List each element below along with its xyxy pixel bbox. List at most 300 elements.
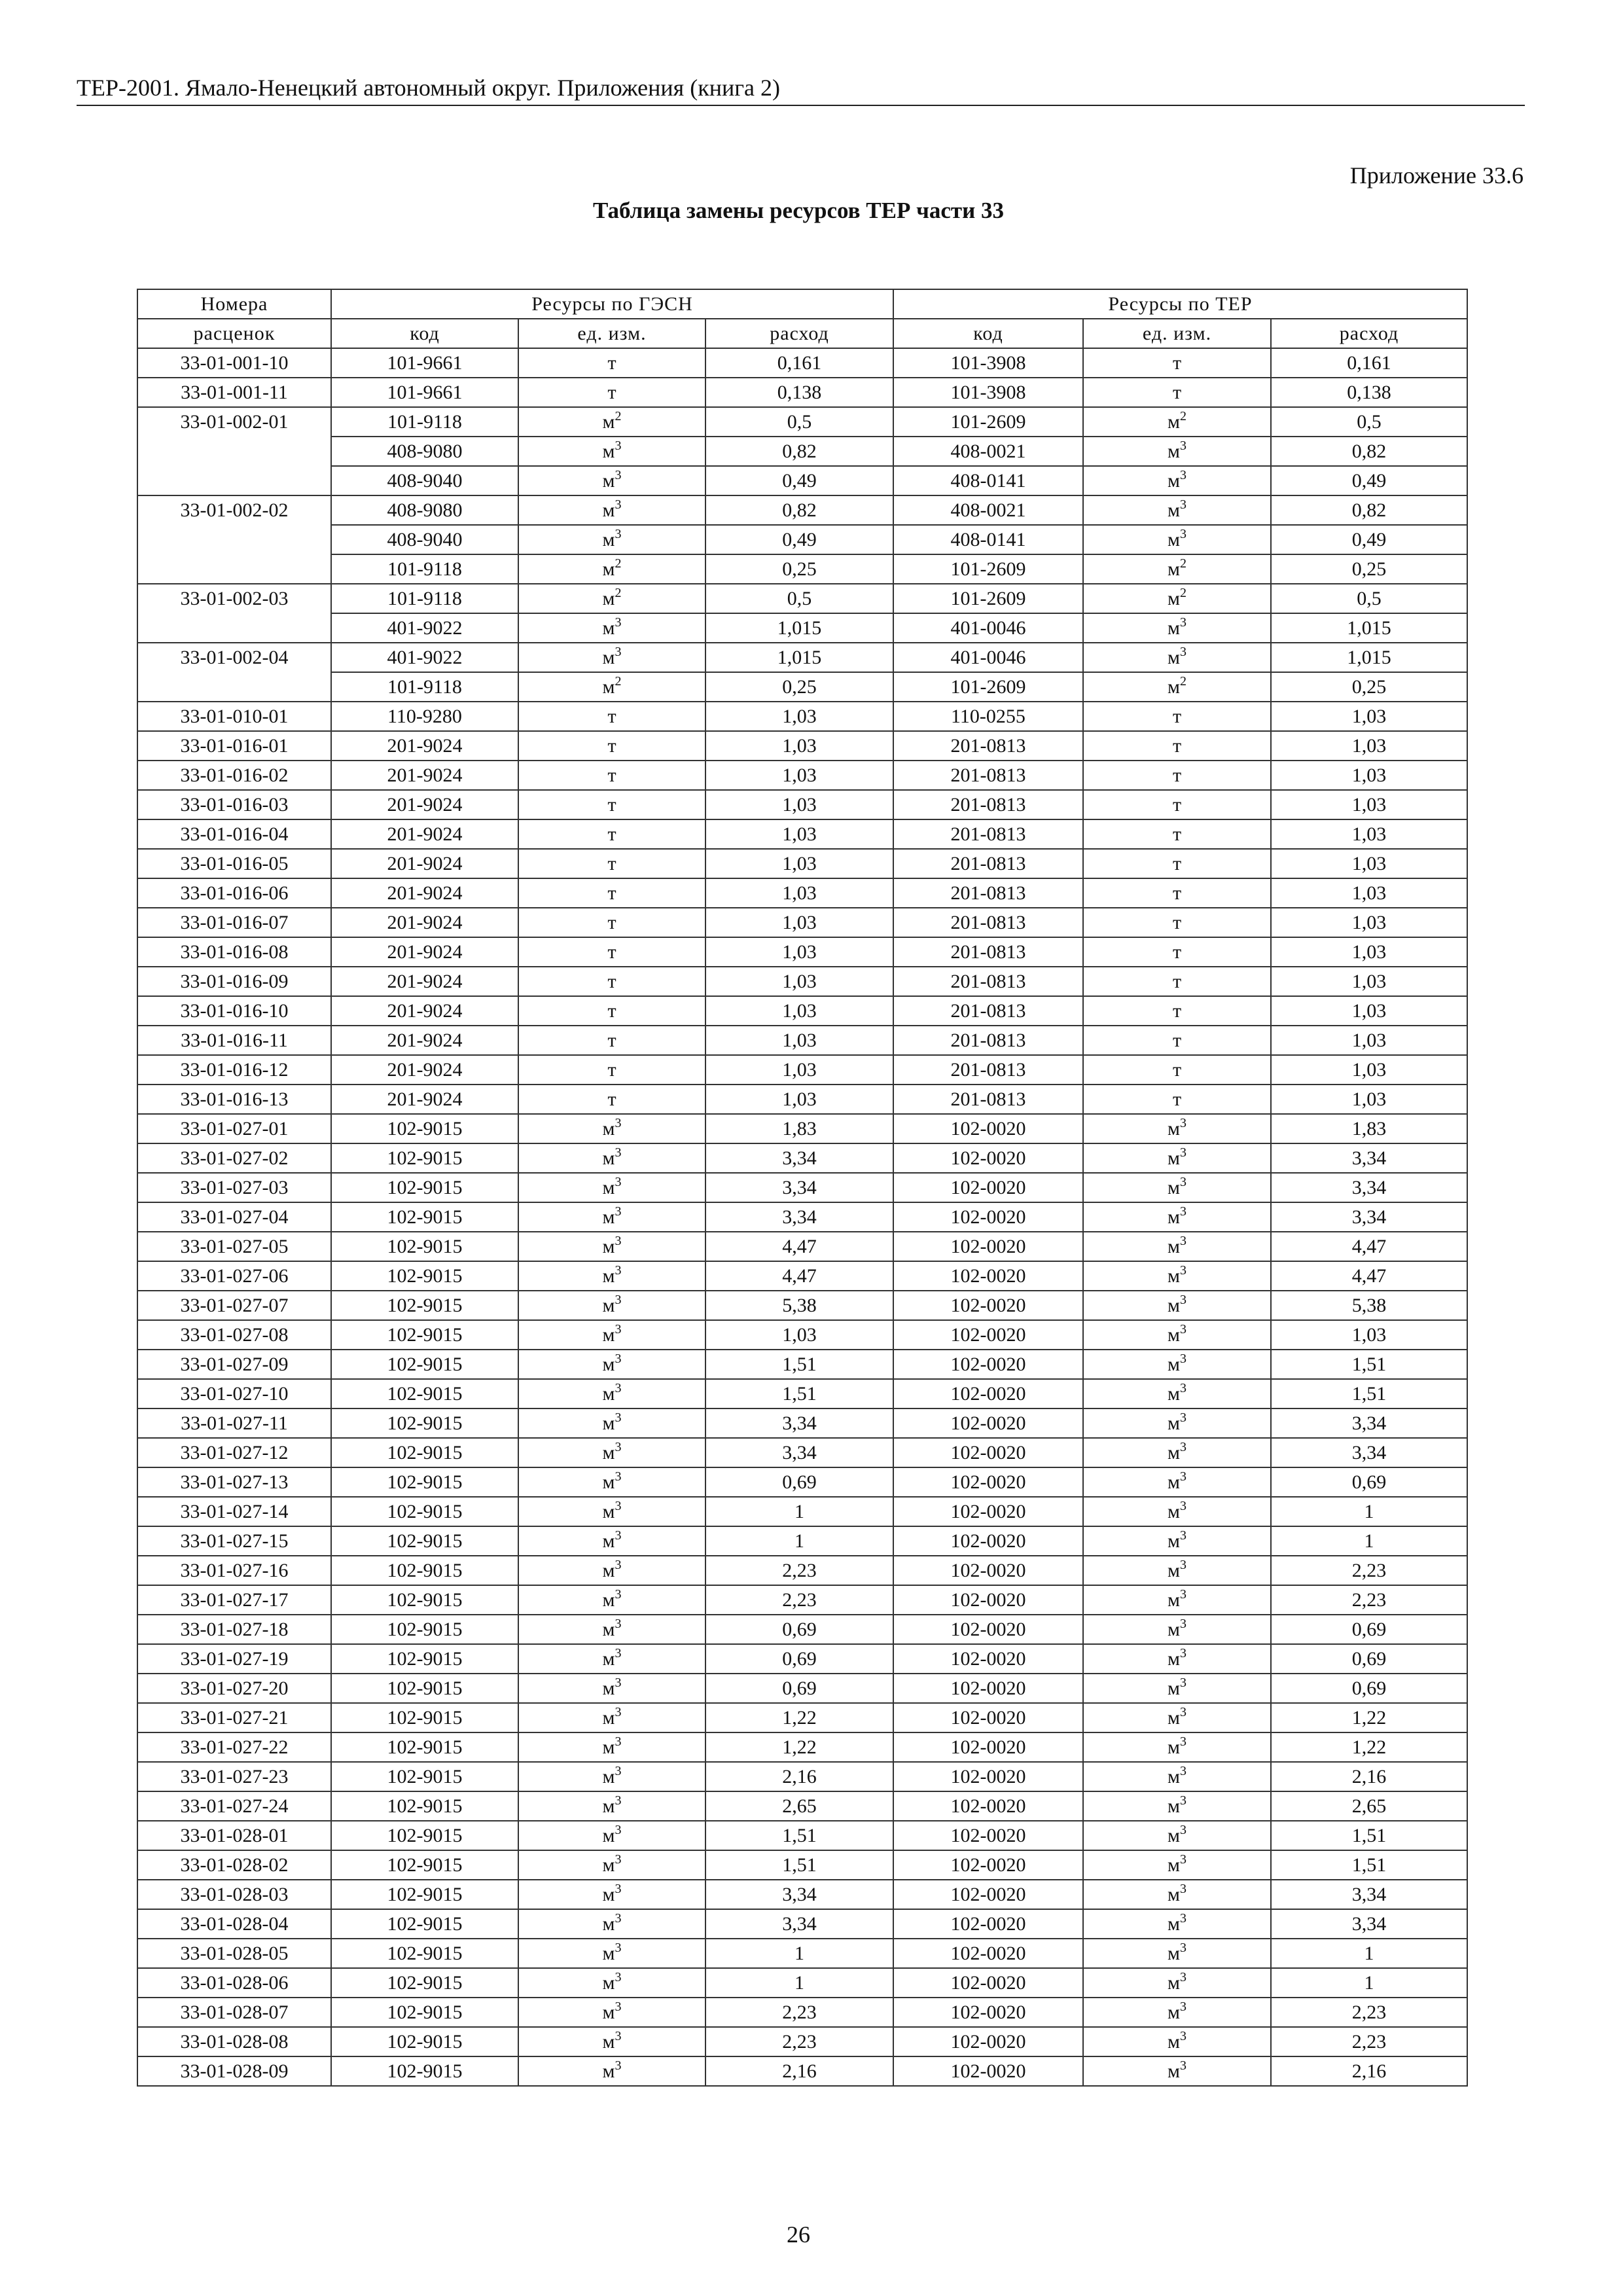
ter-unit-cell	[1083, 378, 1271, 407]
table-row	[137, 1909, 1467, 1939]
unit-symbol: м	[602, 1147, 615, 1169]
rate-number-cell: 33-01-027-03	[137, 1173, 331, 1202]
ter-qty-cell: 1	[1271, 1968, 1467, 1998]
unit-symbol: м	[1168, 1971, 1180, 1994]
ter-qty-cell: 0,5	[1271, 584, 1467, 613]
gesn-unit-cell	[518, 1556, 705, 1585]
gesn-qty-cell: 3,34	[705, 1143, 893, 1173]
table-row	[137, 1261, 1467, 1291]
table-row	[137, 1644, 1467, 1674]
gesn-qty-cell: 1,03	[705, 1320, 893, 1350]
unit-symbol: м	[602, 1647, 615, 1670]
unit-symbol: м	[1168, 2001, 1180, 2023]
ter-code-cell: 101-2609	[893, 584, 1083, 613]
ter-qty-cell: 3,34	[1271, 1880, 1467, 1909]
ter-code-cell: 102-0020	[893, 1585, 1083, 1615]
unit-symbol: т	[607, 999, 616, 1022]
gesn-unit-cell	[518, 996, 705, 1026]
unit-symbol: т	[607, 1029, 616, 1051]
unit-exponent: 3	[615, 1557, 622, 1572]
rate-number-cell: 33-01-027-16	[137, 1556, 331, 1585]
table-row	[137, 437, 1467, 466]
ter-qty-cell: 1,03	[1271, 1026, 1467, 1055]
ter-code-cell: 102-0020	[893, 2056, 1083, 2086]
ter-qty-cell: 3,34	[1271, 1173, 1467, 1202]
unit-symbol: м	[1168, 1294, 1180, 1316]
rate-number-cell: 33-01-027-17	[137, 1585, 331, 1615]
gesn-code-cell: 102-9015	[331, 1674, 518, 1703]
gesn-unit-cell	[518, 1732, 705, 1762]
gesn-unit-cell	[518, 1085, 705, 1114]
gesn-unit-cell	[518, 878, 705, 908]
ter-code-cell: 408-0141	[893, 466, 1083, 495]
ter-unit-cell	[1083, 1173, 1271, 1202]
ter-unit-cell	[1083, 348, 1271, 378]
page-number: 26	[787, 2221, 810, 2248]
table-row	[137, 967, 1467, 996]
ter-qty-cell: 1,51	[1271, 1850, 1467, 1880]
unit-symbol: м	[602, 587, 615, 609]
table-row	[137, 1703, 1467, 1732]
ter-code-cell: 408-0141	[893, 525, 1083, 554]
table-row	[137, 495, 1467, 525]
table-row	[137, 1320, 1467, 1350]
unit-exponent: 2	[1179, 673, 1186, 689]
rate-number-cell: 33-01-010-01	[137, 702, 331, 731]
unit-exponent: 3	[615, 1174, 622, 1189]
ter-qty-cell: 0,82	[1271, 495, 1467, 525]
table-row	[137, 1968, 1467, 1998]
gesn-code-cell: 102-9015	[331, 1320, 518, 1350]
unit-exponent: 3	[615, 1675, 622, 1690]
unit-symbol: т	[1172, 351, 1182, 374]
gesn-qty-cell: 2,23	[705, 1585, 893, 1615]
unit-symbol: т	[607, 764, 616, 786]
unit-symbol: м	[602, 1412, 615, 1434]
rate-number-cell: 33-01-027-02	[137, 1143, 331, 1173]
unit-symbol: м	[1168, 1382, 1180, 1405]
ter-code-cell: 201-0813	[893, 908, 1083, 937]
unit-symbol: м	[602, 1824, 615, 1846]
ter-code-cell: 201-0813	[893, 996, 1083, 1026]
ter-unit-cell	[1083, 1497, 1271, 1526]
ter-qty-cell: 1,22	[1271, 1703, 1467, 1732]
gesn-unit-cell	[518, 1674, 705, 1703]
unit-exponent: 3	[615, 526, 622, 541]
ter-qty-cell: 1	[1271, 1526, 1467, 1556]
ter-code-cell: 110-0255	[893, 702, 1083, 731]
ter-qty-cell: 0,25	[1271, 672, 1467, 702]
ter-qty-cell: 1,03	[1271, 1085, 1467, 1114]
unit-exponent: 3	[615, 1469, 622, 1484]
gesn-qty-cell: 2,65	[705, 1791, 893, 1821]
unit-symbol: м	[602, 2001, 615, 2023]
ter-qty-cell: 1,03	[1271, 761, 1467, 790]
gesn-qty-cell: 0,5	[705, 407, 893, 437]
table-row	[137, 1732, 1467, 1762]
unit-symbol: м	[602, 1206, 615, 1228]
ter-unit-cell	[1083, 1408, 1271, 1438]
ter-code-cell: 102-0020	[893, 1497, 1083, 1526]
ter-code-cell: 102-0020	[893, 1791, 1083, 1821]
unit-exponent: 3	[1179, 1910, 1186, 1926]
ter-qty-cell: 3,34	[1271, 1438, 1467, 1467]
ter-unit-cell	[1083, 1261, 1271, 1291]
ter-unit-cell	[1083, 1585, 1271, 1615]
table-row	[137, 1615, 1467, 1644]
unit-symbol: м	[1168, 440, 1180, 462]
unit-exponent: 2	[615, 585, 622, 600]
rate-number-cell: 33-01-016-07	[137, 908, 331, 937]
gesn-code-cell: 102-9015	[331, 1821, 518, 1850]
ter-code-cell: 102-0020	[893, 1703, 1083, 1732]
rate-number-cell: 33-01-028-07	[137, 1998, 331, 2027]
ter-unit-cell	[1083, 1674, 1271, 1703]
unit-symbol: м	[1168, 1942, 1180, 1964]
unit-exponent: 3	[1179, 1115, 1186, 1130]
unit-exponent: 3	[615, 1793, 622, 1808]
ter-code-cell: 102-0020	[893, 1732, 1083, 1762]
ter-qty-cell: 2,23	[1271, 1556, 1467, 1585]
unit-exponent: 3	[615, 497, 622, 512]
ter-code-cell: 102-0020	[893, 1114, 1083, 1143]
gesn-code-cell: 102-9015	[331, 1762, 518, 1791]
ter-code-cell: 102-0020	[893, 1644, 1083, 1674]
unit-symbol: м	[1168, 1235, 1180, 1257]
gesn-code-cell: 201-9024	[331, 849, 518, 878]
gesn-qty-cell: 2,23	[705, 1556, 893, 1585]
gesn-unit-cell	[518, 1526, 705, 1556]
ter-qty-cell: 5,38	[1271, 1291, 1467, 1320]
unit-symbol: м	[602, 675, 615, 698]
gesn-code-cell: 102-9015	[331, 1850, 518, 1880]
gesn-unit-cell	[518, 554, 705, 584]
ter-qty-cell: 4,47	[1271, 1261, 1467, 1291]
resource-replacement-table	[137, 289, 1468, 2087]
unit-exponent: 3	[615, 615, 622, 630]
unit-exponent: 3	[1179, 1675, 1186, 1690]
ter-unit-cell	[1083, 554, 1271, 584]
unit-exponent: 3	[1179, 1822, 1186, 1837]
unit-symbol: м	[1168, 1618, 1180, 1640]
ter-code-cell: 201-0813	[893, 761, 1083, 790]
table-row	[137, 878, 1467, 908]
gesn-qty-cell: 4,47	[705, 1261, 893, 1291]
unit-symbol: м	[602, 1500, 615, 1522]
table-row	[137, 937, 1467, 967]
unit-exponent: 3	[1179, 438, 1186, 453]
gesn-code-cell: 201-9024	[331, 878, 518, 908]
table-row	[137, 1939, 1467, 1968]
ter-code-cell: 401-0046	[893, 643, 1083, 672]
ter-code-cell: 102-0020	[893, 1408, 1083, 1438]
unit-exponent: 3	[1179, 1469, 1186, 1484]
unit-exponent: 3	[1179, 1498, 1186, 1513]
gesn-qty-cell: 5,38	[705, 1291, 893, 1320]
gesn-code-cell: 102-9015	[331, 1732, 518, 1762]
gesn-unit-cell	[518, 702, 705, 731]
table-row	[137, 643, 1467, 672]
gesn-unit-cell	[518, 437, 705, 466]
unit-symbol: м	[602, 1588, 615, 1611]
unit-symbol: т	[607, 823, 616, 845]
ter-code-cell: 201-0813	[893, 878, 1083, 908]
unit-exponent: 3	[615, 644, 622, 659]
unit-exponent: 2	[1179, 585, 1186, 600]
unit-exponent: 3	[1179, 1263, 1186, 1278]
unit-symbol: м	[602, 1736, 615, 1758]
ter-qty-cell: 0,5	[1271, 407, 1467, 437]
ter-unit-cell	[1083, 672, 1271, 702]
unit-exponent: 3	[615, 1881, 622, 1896]
unit-symbol: м	[1168, 1412, 1180, 1434]
rate-number-cell: 33-01-027-23	[137, 1762, 331, 1791]
gesn-code-cell: 102-9015	[331, 1909, 518, 1939]
gesn-code-cell: 102-9015	[331, 1703, 518, 1732]
gesn-code-cell: 102-9015	[331, 1585, 518, 1615]
unit-symbol: т	[607, 970, 616, 992]
ter-code-cell: 201-0813	[893, 967, 1083, 996]
ter-qty-cell: 0,161	[1271, 348, 1467, 378]
unit-symbol: м	[602, 1294, 615, 1316]
unit-symbol: м	[602, 1559, 615, 1581]
unit-symbol: м	[602, 1235, 615, 1257]
gesn-unit-cell	[518, 1026, 705, 1055]
ter-code-cell: 102-0020	[893, 1232, 1083, 1261]
unit-symbol: м	[1168, 1117, 1180, 1139]
header-gesn-qty: расход	[705, 319, 893, 348]
unit-symbol: м	[1168, 646, 1180, 668]
gesn-qty-cell: 3,34	[705, 1438, 893, 1467]
gesn-unit-cell	[518, 1291, 705, 1320]
ter-code-cell: 102-0020	[893, 1674, 1083, 1703]
rate-number-cell: 33-01-027-04	[137, 1202, 331, 1232]
unit-symbol: м	[1168, 1736, 1180, 1758]
unit-exponent: 3	[1179, 1734, 1186, 1749]
rate-number-cell: 33-01-001-11	[137, 378, 331, 407]
table-row	[137, 1173, 1467, 1202]
rate-number-cell: 33-01-028-02	[137, 1850, 331, 1880]
ter-code-cell: 101-3908	[893, 348, 1083, 378]
unit-symbol: м	[602, 1382, 615, 1405]
rate-number-cell: 33-01-016-05	[137, 849, 331, 878]
gesn-unit-cell	[518, 1261, 705, 1291]
unit-symbol: м	[602, 1117, 615, 1139]
gesn-code-cell: 201-9024	[331, 996, 518, 1026]
gesn-unit-cell	[518, 1173, 705, 1202]
rate-number-cell: 33-01-027-14	[137, 1497, 331, 1526]
unit-exponent: 3	[1179, 1587, 1186, 1602]
ter-code-cell: 102-0020	[893, 1939, 1083, 1968]
rate-number-cell: 33-01-027-13	[137, 1467, 331, 1497]
unit-exponent: 3	[1179, 1528, 1186, 1543]
unit-exponent: 3	[615, 467, 622, 482]
ter-qty-cell: 1,22	[1271, 1732, 1467, 1762]
unit-exponent: 3	[1179, 1852, 1186, 1867]
ter-unit-cell	[1083, 1026, 1271, 1055]
ter-code-cell: 102-0020	[893, 1438, 1083, 1467]
gesn-unit-cell	[518, 1615, 705, 1644]
table-row	[137, 1497, 1467, 1526]
ter-code-cell: 102-0020	[893, 1880, 1083, 1909]
header-rates-number: Номера	[137, 289, 331, 319]
ter-code-cell: 102-0020	[893, 1379, 1083, 1408]
gesn-qty-cell: 0,138	[705, 378, 893, 407]
unit-symbol: м	[1168, 1765, 1180, 1787]
gesn-qty-cell: 1,03	[705, 937, 893, 967]
unit-exponent: 3	[1179, 1969, 1186, 1984]
gesn-code-cell: 102-9015	[331, 1615, 518, 1644]
ter-code-cell: 102-0020	[893, 1762, 1083, 1791]
unit-symbol: т	[607, 911, 616, 933]
rate-number-cell: 33-01-016-03	[137, 790, 331, 819]
ter-unit-cell	[1083, 1732, 1271, 1762]
gesn-unit-cell	[518, 937, 705, 967]
ter-unit-cell	[1083, 702, 1271, 731]
ter-unit-cell	[1083, 1909, 1271, 1939]
rate-number-cell: 33-01-028-08	[137, 2027, 331, 2056]
unit-symbol: т	[607, 351, 616, 374]
ter-qty-cell: 3,34	[1271, 1408, 1467, 1438]
ter-qty-cell: 0,25	[1271, 554, 1467, 584]
gesn-code-cell: 102-9015	[331, 1556, 518, 1585]
ter-qty-cell: 1,03	[1271, 1055, 1467, 1085]
gesn-code-cell: 201-9024	[331, 819, 518, 849]
unit-exponent: 3	[1179, 1940, 1186, 1955]
unit-exponent: 2	[615, 408, 622, 423]
unit-exponent: 3	[615, 1704, 622, 1719]
gesn-unit-cell	[518, 1497, 705, 1526]
gesn-unit-cell	[518, 1998, 705, 2027]
unit-symbol: м	[1168, 1353, 1180, 1375]
gesn-qty-cell: 0,69	[705, 1674, 893, 1703]
rate-number-cell: 33-01-027-18	[137, 1615, 331, 1644]
ter-unit-cell	[1083, 1615, 1271, 1644]
rate-number-cell: 33-01-027-15	[137, 1526, 331, 1556]
unit-exponent: 3	[1179, 615, 1186, 630]
rate-number-cell: 33-01-016-06	[137, 878, 331, 908]
unit-symbol: м	[602, 1677, 615, 1699]
unit-symbol: м	[602, 617, 615, 639]
gesn-code-cell: 101-9118	[331, 407, 518, 437]
unit-exponent: 3	[1179, 1204, 1186, 1219]
rate-number-cell: 33-01-016-11	[137, 1026, 331, 1055]
gesn-unit-cell	[518, 466, 705, 495]
rate-number-cell	[137, 554, 331, 584]
table-row	[137, 348, 1467, 378]
ter-qty-cell: 1,03	[1271, 819, 1467, 849]
ter-code-cell: 201-0813	[893, 731, 1083, 761]
gesn-code-cell: 201-9024	[331, 1085, 518, 1114]
table-row	[137, 407, 1467, 437]
ter-qty-cell: 0,69	[1271, 1615, 1467, 1644]
gesn-qty-cell: 3,34	[705, 1173, 893, 1202]
gesn-qty-cell: 1,83	[705, 1114, 893, 1143]
rate-number-cell: 33-01-016-08	[137, 937, 331, 967]
gesn-qty-cell: 1,03	[705, 761, 893, 790]
unit-symbol: м	[602, 1618, 615, 1640]
ter-code-cell: 102-0020	[893, 1821, 1083, 1850]
table-row	[137, 2056, 1467, 2086]
table-row	[137, 1085, 1467, 1114]
table-row	[137, 2027, 1467, 2056]
unit-symbol: м	[602, 440, 615, 462]
rate-number-cell: 33-01-028-05	[137, 1939, 331, 1968]
gesn-unit-cell	[518, 1055, 705, 1085]
ter-unit-cell	[1083, 1556, 1271, 1585]
unit-exponent: 3	[1179, 1439, 1186, 1454]
rate-number-cell: 33-01-027-20	[137, 1674, 331, 1703]
ter-qty-cell: 0,69	[1271, 1674, 1467, 1703]
table-row	[137, 1585, 1467, 1615]
ter-code-cell: 101-2609	[893, 554, 1083, 584]
unit-symbol: м	[1168, 1471, 1180, 1493]
gesn-unit-cell	[518, 613, 705, 643]
ter-unit-cell	[1083, 525, 1271, 554]
gesn-qty-cell: 3,34	[705, 1909, 893, 1939]
gesn-unit-cell	[518, 819, 705, 849]
gesn-qty-cell: 1,22	[705, 1732, 893, 1762]
unit-exponent: 3	[1179, 1999, 1186, 2014]
table-row	[137, 908, 1467, 937]
ter-unit-cell	[1083, 584, 1271, 613]
rate-number-cell: 33-01-028-01	[137, 1821, 331, 1850]
unit-symbol: м	[1168, 1265, 1180, 1287]
unit-symbol: т	[1172, 381, 1182, 403]
rate-number-cell: 33-01-016-13	[137, 1085, 331, 1114]
ter-qty-cell: 0,49	[1271, 466, 1467, 495]
ter-unit-cell	[1083, 819, 1271, 849]
rate-number-cell: 33-01-027-24	[137, 1791, 331, 1821]
ter-unit-cell	[1083, 878, 1271, 908]
table-row	[137, 819, 1467, 849]
gesn-qty-cell: 1,51	[705, 1821, 893, 1850]
gesn-qty-cell: 1,03	[705, 1055, 893, 1085]
gesn-code-cell: 408-9080	[331, 437, 518, 466]
unit-symbol: м	[602, 1176, 615, 1198]
gesn-qty-cell: 0,49	[705, 466, 893, 495]
unit-exponent: 2	[615, 673, 622, 689]
gesn-unit-cell	[518, 1202, 705, 1232]
gesn-code-cell: 102-9015	[331, 2056, 518, 2086]
rate-number-cell: 33-01-002-04	[137, 643, 331, 672]
unit-symbol: м	[1168, 469, 1180, 492]
unit-symbol: м	[1168, 1176, 1180, 1198]
unit-symbol: м	[602, 558, 615, 580]
ter-unit-cell	[1083, 849, 1271, 878]
unit-symbol: м	[602, 1942, 615, 1964]
unit-symbol: м	[1168, 2030, 1180, 2053]
unit-symbol: м	[1168, 675, 1180, 698]
rate-number-cell: 33-01-002-03	[137, 584, 331, 613]
ter-code-cell: 101-3908	[893, 378, 1083, 407]
header-ter-code: код	[893, 319, 1083, 348]
ter-unit-cell	[1083, 437, 1271, 466]
rate-number-cell: 33-01-027-11	[137, 1408, 331, 1438]
table-row	[137, 1202, 1467, 1232]
ter-code-cell: 102-0020	[893, 1350, 1083, 1379]
unit-exponent: 3	[615, 2058, 622, 2073]
table-row	[137, 1467, 1467, 1497]
unit-symbol: м	[602, 1471, 615, 1493]
unit-symbol: т	[1172, 882, 1182, 904]
unit-symbol: м	[602, 1441, 615, 1463]
unit-symbol: м	[1168, 1795, 1180, 1817]
ter-qty-cell: 2,23	[1271, 2027, 1467, 2056]
ter-code-cell: 102-0020	[893, 1291, 1083, 1320]
gesn-unit-cell	[518, 348, 705, 378]
gesn-qty-cell: 1,51	[705, 1379, 893, 1408]
